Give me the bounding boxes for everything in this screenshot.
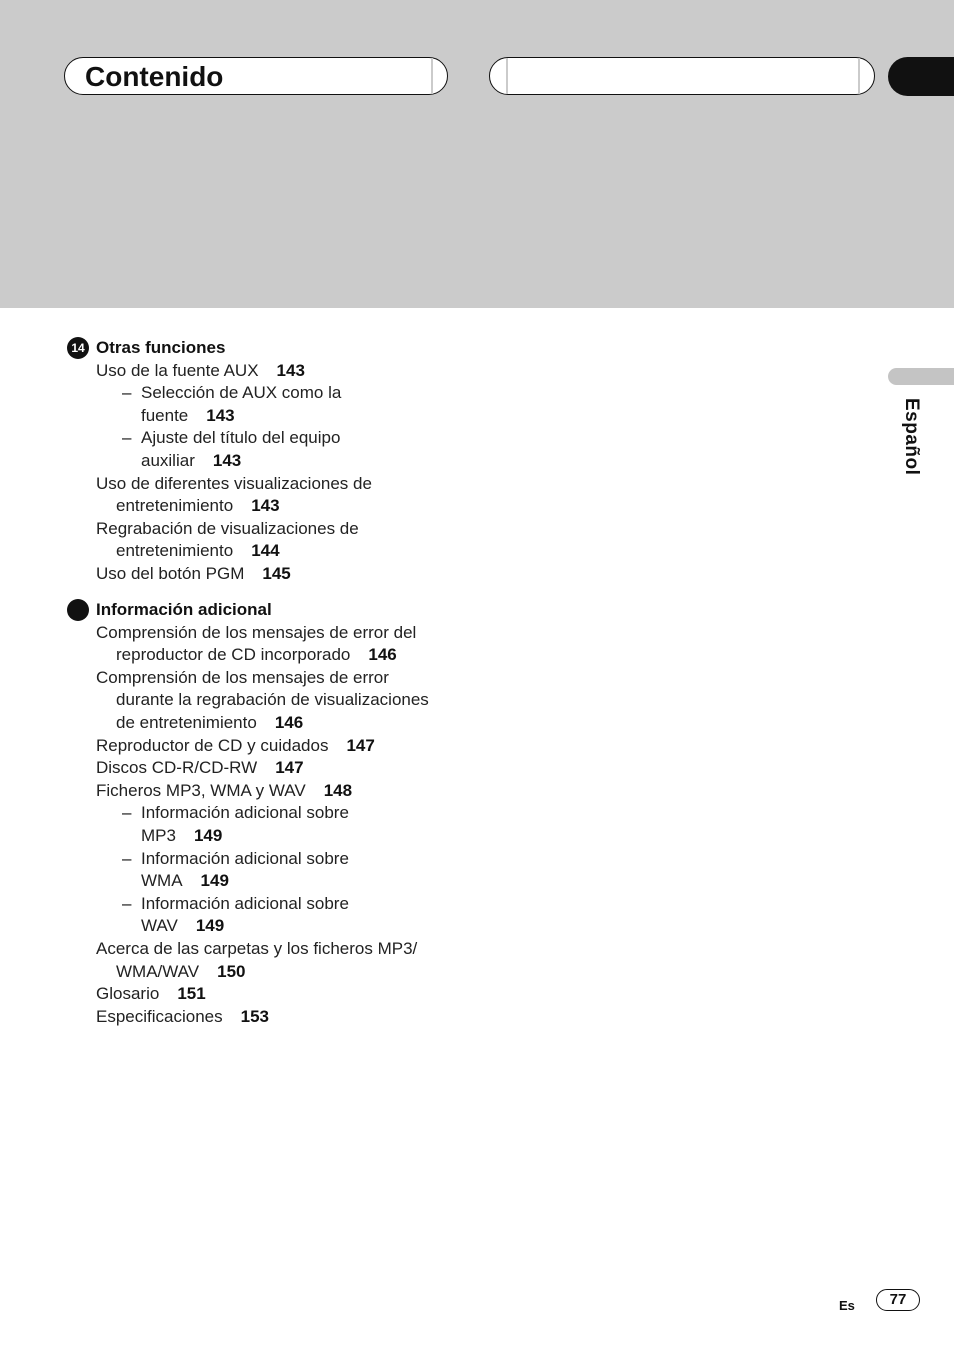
toc-entry-line[interactable]: [116, 689, 429, 711]
toc-entry-line[interactable]: [96, 518, 359, 540]
toc-page-number: 147: [346, 735, 375, 755]
toc-entry-text: Información adicional sobre: [141, 848, 349, 868]
toc-entry-text: MP3: [141, 826, 176, 845]
toc-entry-text: Ficheros MP3, WMA y WAV: [96, 780, 306, 800]
header-band: [0, 0, 954, 308]
toc-page-number: 143: [276, 360, 305, 380]
toc-entry-line[interactable]: [141, 427, 340, 449]
toc-entry-text: auxiliar: [141, 451, 195, 470]
toc-entry-line[interactable]: [116, 495, 280, 517]
toc-entry-line[interactable]: [96, 983, 206, 1005]
toc-entry-line[interactable]: [141, 848, 349, 870]
toc-entry-text: entretenimiento: [116, 541, 234, 561]
toc-page-number: 150: [217, 961, 246, 981]
toc-entry-line[interactable]: [96, 473, 372, 495]
toc-entry-text: fuente: [141, 405, 189, 425]
toc-page-number: 146: [368, 645, 397, 665]
toc-page-number: 149: [193, 826, 223, 845]
toc-entry-text: Uso de diferentes visualizaciones de: [96, 473, 372, 493]
toc-entry-line[interactable]: [96, 1006, 269, 1028]
toc-entry-text: Regrabación de visualizaciones de: [96, 518, 359, 538]
toc-entry-line[interactable]: [96, 563, 291, 585]
toc-entry-line[interactable]: [116, 540, 280, 562]
toc-entry-text: Reproductor de CD y cuidados: [96, 735, 329, 755]
toc-entry-line[interactable]: [141, 802, 349, 824]
title-box-notch: [431, 58, 433, 94]
toc-entry-line[interactable]: [96, 360, 305, 382]
toc-entry-text: WAV: [141, 916, 178, 936]
blank-box-notch-left: [506, 58, 508, 94]
toc-entry-line[interactable]: [96, 780, 352, 802]
toc-page-number: 145: [262, 564, 291, 583]
toc-page-number: 146: [274, 713, 304, 732]
toc-entry-text: Comprensión de los mensajes de error del: [96, 622, 417, 642]
subentry-dash: –: [122, 383, 132, 403]
toc-entry-text: Acerca de las carpetas y los ficheros MP3/: [96, 939, 418, 958]
toc-page-number: 143: [212, 451, 242, 470]
toc-entry-text: WMA/WAV: [116, 961, 200, 981]
language-tab: [888, 368, 954, 385]
toc-page-number: 149: [195, 916, 225, 936]
toc-page-number: 147: [275, 758, 304, 778]
toc-entry-line[interactable]: [141, 893, 349, 915]
section-bullet: 14: [67, 337, 89, 359]
subentry-dash: –: [122, 428, 132, 448]
blank-box-notch-right: [858, 58, 860, 94]
toc-page-number: 151: [177, 984, 206, 1004]
language-label: Español: [901, 398, 922, 476]
toc-page-number: 143: [251, 496, 280, 516]
toc-entry-text: entretenimiento: [116, 496, 234, 516]
subentry-dash: –: [122, 803, 132, 823]
toc-entry-text: Comprensión de los mensajes de error: [96, 667, 389, 687]
section-title[interactable]: Otras funciones: [96, 338, 226, 357]
footer-page-number: 77: [876, 1289, 920, 1311]
section-title[interactable]: Información adicional: [96, 600, 272, 619]
toc-entry-line[interactable]: [116, 712, 303, 734]
toc-entry-line[interactable]: [141, 870, 229, 892]
toc-entry-text: Especificaciones: [96, 1006, 223, 1026]
toc-entry-text: Uso de la fuente AUX: [96, 360, 259, 380]
toc-page-number: 149: [200, 871, 229, 891]
page-title: Contenido: [85, 61, 224, 92]
toc-entry-line[interactable]: [116, 961, 245, 983]
toc-entry-text: durante la regrabación de visualizaciones: [116, 690, 429, 710]
toc-entry-line[interactable]: [96, 757, 304, 779]
footer-language-code: Es: [839, 1298, 855, 1313]
toc-entry-line[interactable]: [141, 450, 241, 472]
toc-entry-line[interactable]: [141, 405, 235, 427]
subentry-dash: –: [122, 848, 132, 868]
toc-entry-text: de entretenimiento: [116, 713, 257, 732]
toc-entry-line[interactable]: [96, 622, 416, 644]
toc-entry-line[interactable]: [96, 938, 417, 960]
toc-entry-text: Glosario: [96, 984, 160, 1004]
toc-entry-text: Información adicional sobre: [141, 803, 349, 823]
blank-header-box: [489, 57, 875, 95]
toc-entry-text: Ajuste del título del equipo: [141, 428, 341, 448]
toc-page-number: 148: [323, 780, 353, 800]
toc-entry-line[interactable]: [96, 667, 389, 689]
toc-page-number: 144: [251, 541, 280, 561]
toc-entry-line[interactable]: [141, 825, 222, 847]
toc-page-number: 153: [240, 1006, 269, 1026]
subentry-dash: –: [122, 893, 132, 913]
toc-page-number: 143: [206, 405, 235, 425]
toc-entry-text: Uso del botón PGM: [96, 564, 245, 583]
toc-entry-line[interactable]: [116, 644, 397, 666]
toc-entry-text: reproductor de CD incorporado: [116, 645, 351, 665]
toc-entry-line[interactable]: [96, 735, 375, 757]
toc-entry-text: Selección de AUX como la: [141, 383, 342, 403]
toc-entry-line[interactable]: [141, 915, 224, 937]
toc-entry-text: Discos CD-R/CD-RW: [96, 758, 258, 778]
title-box: [64, 57, 448, 95]
section-bullet: [67, 599, 89, 621]
toc-entry-text: WMA: [141, 871, 183, 891]
chapter-tab: [888, 57, 954, 96]
toc-entry-line[interactable]: [141, 382, 341, 404]
toc-entry-text: Información adicional sobre: [141, 893, 349, 913]
